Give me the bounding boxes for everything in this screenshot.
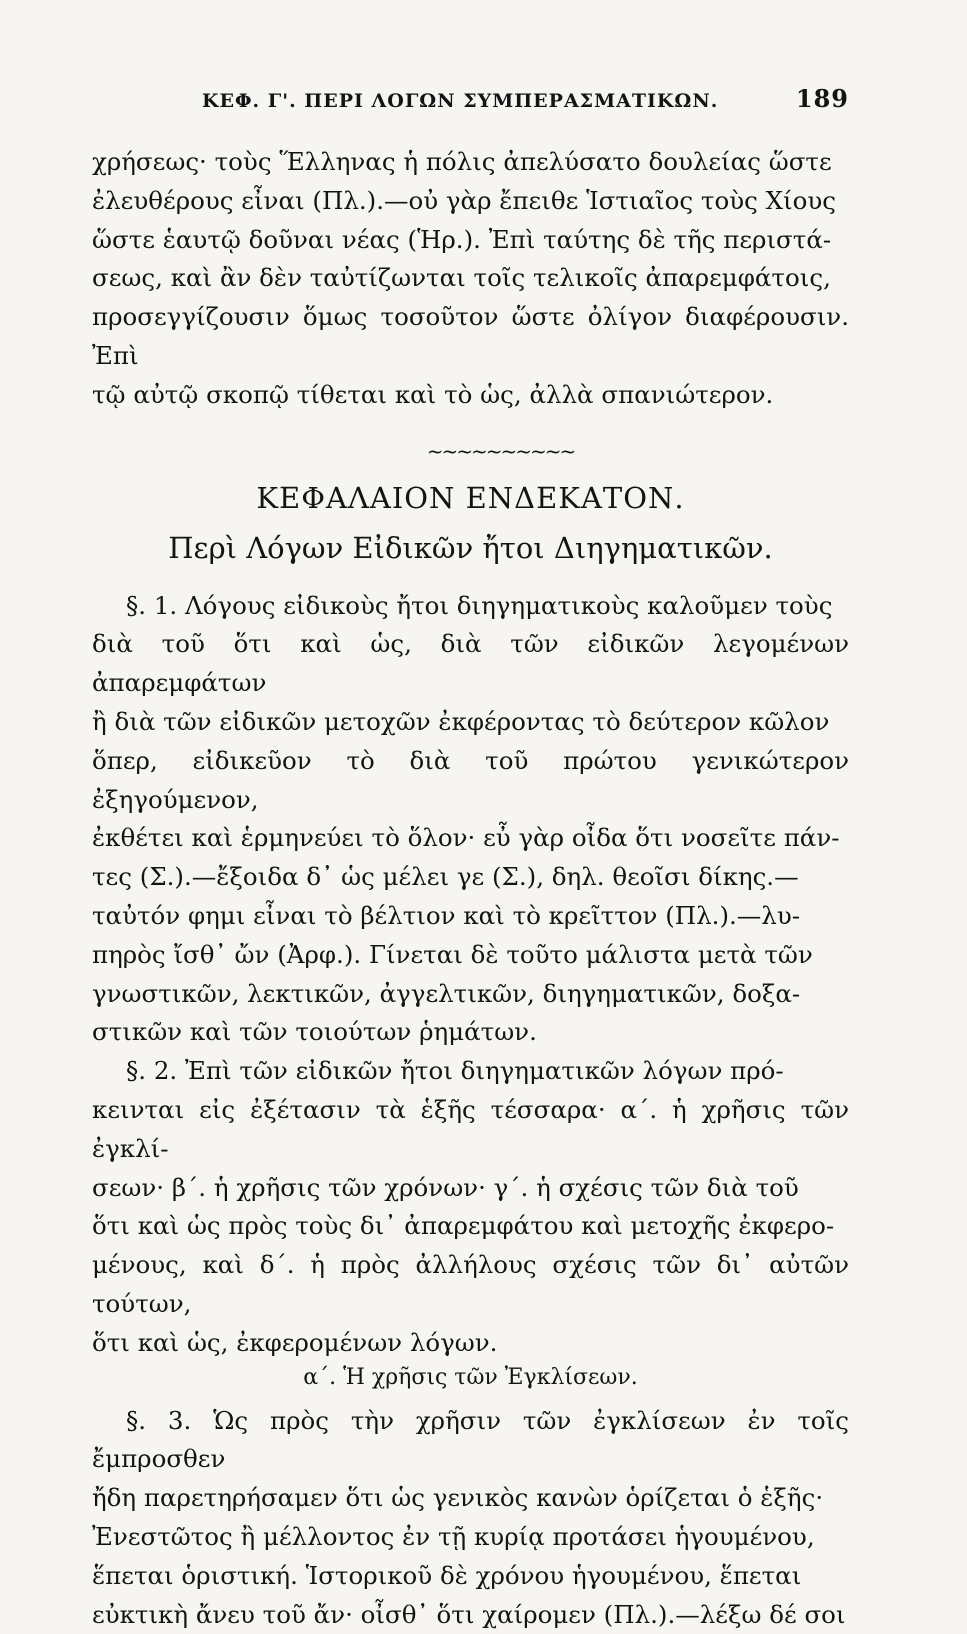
text-line: στικῶν καὶ τῶν τοιούτων ῥημάτων. xyxy=(92,1013,849,1052)
text-line: γνωστικῶν, λεκτικῶν, ἀγγελτικῶν, διηγηματικῶν, δοξα- xyxy=(92,975,849,1014)
text-line: ὅπερ, εἰδικεῦον τὸ διὰ τοῦ πρώτου γενικώτερον ἐξηγούμενον, xyxy=(92,742,849,820)
text-line: εὐκτικὴ ἄνευ τοῦ ἄν· οἶσθ᾽ ὅτι χαίρομεν (Πλ.).—λέξω δέ σοι xyxy=(92,1596,849,1634)
text-line: ἐλευθέρους εἶναι (Πλ.).—οὐ γὰρ ἔπειθε Ἱστιαῖος τοὺς Χίους xyxy=(92,182,849,221)
intro-paragraph xyxy=(92,143,849,415)
text-line: ὅτι καὶ ὡς, ἐκφερομένων λόγων. xyxy=(92,1324,849,1363)
text-line: διὰ τοῦ ὅτι καὶ ὡς, διὰ τῶν εἰδικῶν λεγομένων ἀπαρεμφάτων xyxy=(92,625,849,703)
text-line: ὅτι καὶ ὡς πρὸς τοὺς δι᾽ ἀπαρεμφάτου καὶ μετοχῆς ἐκφερο- xyxy=(92,1207,849,1246)
page-number: 189 xyxy=(796,84,849,113)
text-line: §. 2. Ἐπὶ τῶν εἰδικῶν ἤτοι διηγηματικῶν λόγων πρό- xyxy=(92,1052,849,1091)
text-line: ἕπεται ὁριστική. Ἱστορικοῦ δὲ χρόνου ἡγουμένου, ἕπεται xyxy=(92,1557,849,1596)
section-3-paragraph xyxy=(92,1402,849,1634)
text-line: κεινται εἰς ἐξέτασιν τὰ ἑξῆς τέσσαρα· α΄. ἡ χρῆσις τῶν ἐγκλί- xyxy=(92,1091,849,1169)
text-line: ἐκθέτει καὶ ἑρμηνεύει τὸ ὅλον· εὖ γὰρ οἶδα ὅτι νοσεῖτε πάν- xyxy=(92,819,849,858)
text-line: Ἐνεστῶτος ἢ μέλλοντος ἐν τῇ κυρίᾳ προτάσει ἡγουμένου, xyxy=(92,1518,849,1557)
running-title: ΚΕΦ. Γ'. ΠΕΡΙ ΛΟΓΩΝ ΣΥΜΠΕΡΑΣΜΑΤΙΚΩΝ. xyxy=(202,90,718,112)
text-line: ὥστε ἑαυτῷ δοῦναι νέας (Ἡρ.). Ἐπὶ ταύτης δὲ τῆς περιστά- xyxy=(92,221,849,260)
chapter-subtitle: Περὶ Λόγων Εἰδικῶν ἤτοι Διηγηματικῶν. xyxy=(92,531,849,565)
text-line: σεως, καὶ ἂν δὲν ταὐτίζωνται τοῖς τελικοῖς ἀπαρεμφάτοις, xyxy=(92,259,849,298)
text-line: προσεγγίζουσιν ὅμως τοσοῦτον ὥστε ὀλίγον διαφέρουσιν. Ἐπὶ xyxy=(92,298,849,376)
text-line: ἤδη παρετηρήσαμεν ὅτι ὡς γενικὸς κανὼν ὁρίζεται ὁ ἑξῆς· xyxy=(92,1479,849,1518)
text-line: §. 3. Ὡς πρὸς τὴν χρῆσιν τῶν ἐγκλίσεων ἐν τοῖς ἔμπροσθεν xyxy=(92,1402,849,1480)
text-line: πηρὸς ἴσθ᾽ ὤν (Ἀρφ.). Γίνεται δὲ τοῦτο μάλιστα μετὰ τῶν xyxy=(92,936,849,975)
text-line: χρήσεως· τοὺς Ἕλληνας ἡ πόλις ἀπελύσατο δουλείας ὥστε xyxy=(92,143,849,182)
section-2-paragraph xyxy=(92,1052,849,1362)
ornament-divider: ~~~~~~~~~~ xyxy=(152,439,849,463)
section-1-paragraph xyxy=(92,587,849,1053)
text-line: σεων· β΄. ἡ χρῆσις τῶν χρόνων· γ΄. ἡ σχέσις τῶν διὰ τοῦ xyxy=(92,1169,849,1208)
text-line: τῷ αὐτῷ σκοπῷ τίθεται καὶ τὸ ὡς, ἀλλὰ σπανιώτερον. xyxy=(92,376,849,415)
text-line: ταὐτόν φημι εἶναι τὸ βέλτιον καὶ τὸ κρεῖττον (Πλ.).—λυ- xyxy=(92,897,849,936)
running-head xyxy=(92,84,849,113)
subheading: α΄. Ἡ χρῆσις τῶν Ἐγκλίσεων. xyxy=(92,1365,849,1390)
text-line: §. 1. Λόγους εἰδικοὺς ἤτοι διηγηματικοὺς καλοῦμεν τοὺς xyxy=(92,587,849,626)
text-line: μένους, καὶ δ΄. ἡ πρὸς ἀλλήλους σχέσις τῶν δι᾽ αὐτῶν τούτων, xyxy=(92,1246,849,1324)
text-line: τες (Σ.).—ἔξοιδα δ᾽ ὡς μέλει γε (Σ.), δηλ. θεοῖσι δίκης.— xyxy=(92,858,849,897)
chapter-title: ΚΕΦΑΛΑΙΟΝ ΕΝΔΕΚΑΤΟΝ. xyxy=(92,481,849,515)
text-line: ἢ διὰ τῶν εἰδικῶν μετοχῶν ἐκφέροντας τὸ δεύτερον κῶλον xyxy=(92,703,849,742)
